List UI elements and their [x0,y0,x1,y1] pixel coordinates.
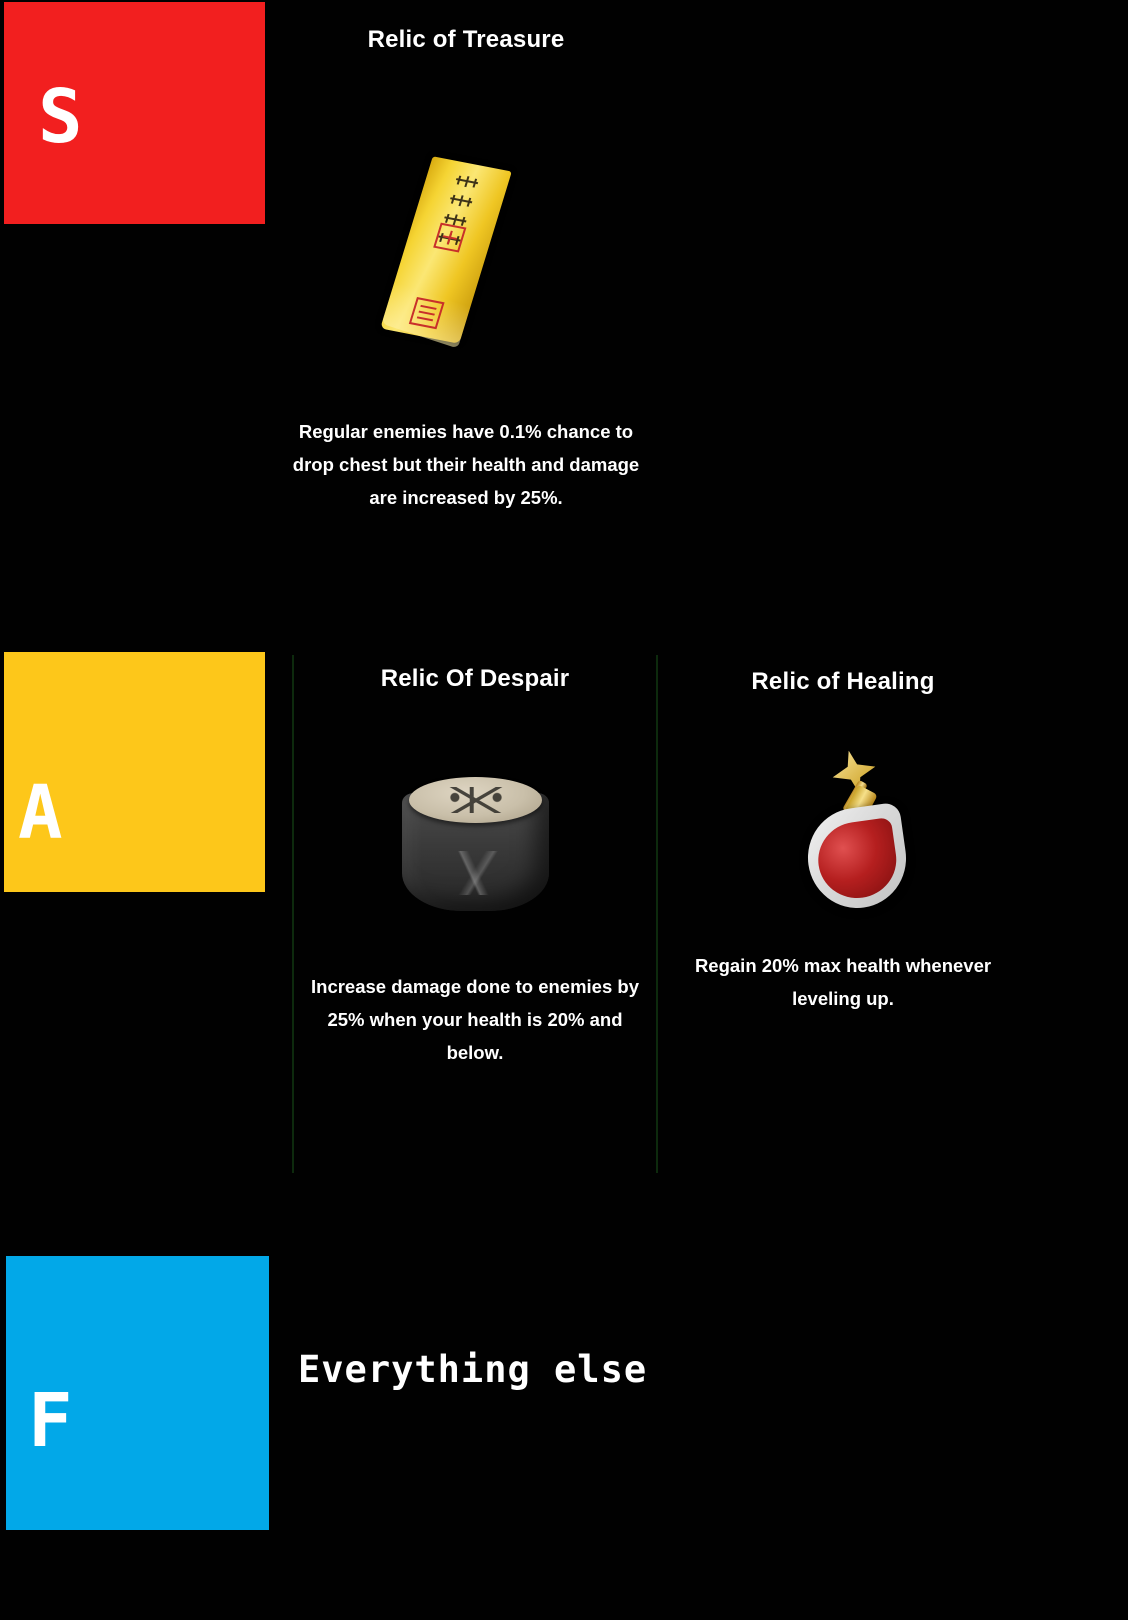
relic-title-healing: Relic of Healing [751,668,935,695]
relic-card-despair[interactable] [292,655,658,1173]
relic-card-treasure[interactable] [276,26,656,515]
talisman-icon [380,156,512,343]
potion-liquid [813,817,901,903]
relic-art-healing [758,738,928,928]
tier-label-a: A [18,770,63,856]
relic-description-treasure: Regular enemies have 0.1% chance to drop chest but their health and damage are increased by 25%. [292,421,640,508]
potion-flask [802,802,913,915]
relic-art-despair [390,759,560,929]
tier-block-a[interactable] [4,652,265,892]
relic-description-healing: Regain 20% max health whenever leveling up. [694,955,992,1009]
tier-block-f[interactable] [6,1256,269,1530]
relic-art-treasure [376,150,556,350]
talisman-glyph [446,192,475,209]
relic-title-treasure: Relic of Treasure [367,26,565,53]
relic-title-despair: Relic Of Despair [380,665,570,692]
relic-card-healing[interactable] [665,668,1021,1016]
relic-description-despair: Increase damage done to enemies by 25% when your health is 20% and below. [311,976,639,1063]
tier-label-f: F [28,1378,73,1464]
tier-f-content-label: Everything else [298,1348,648,1391]
tier-block-s[interactable] [4,2,265,224]
drum-sigil [443,787,509,813]
stone-drum-icon [398,771,553,921]
tier-label-s: S [38,74,83,160]
health-potion-icon [788,742,908,922]
drum-lid [409,777,542,823]
